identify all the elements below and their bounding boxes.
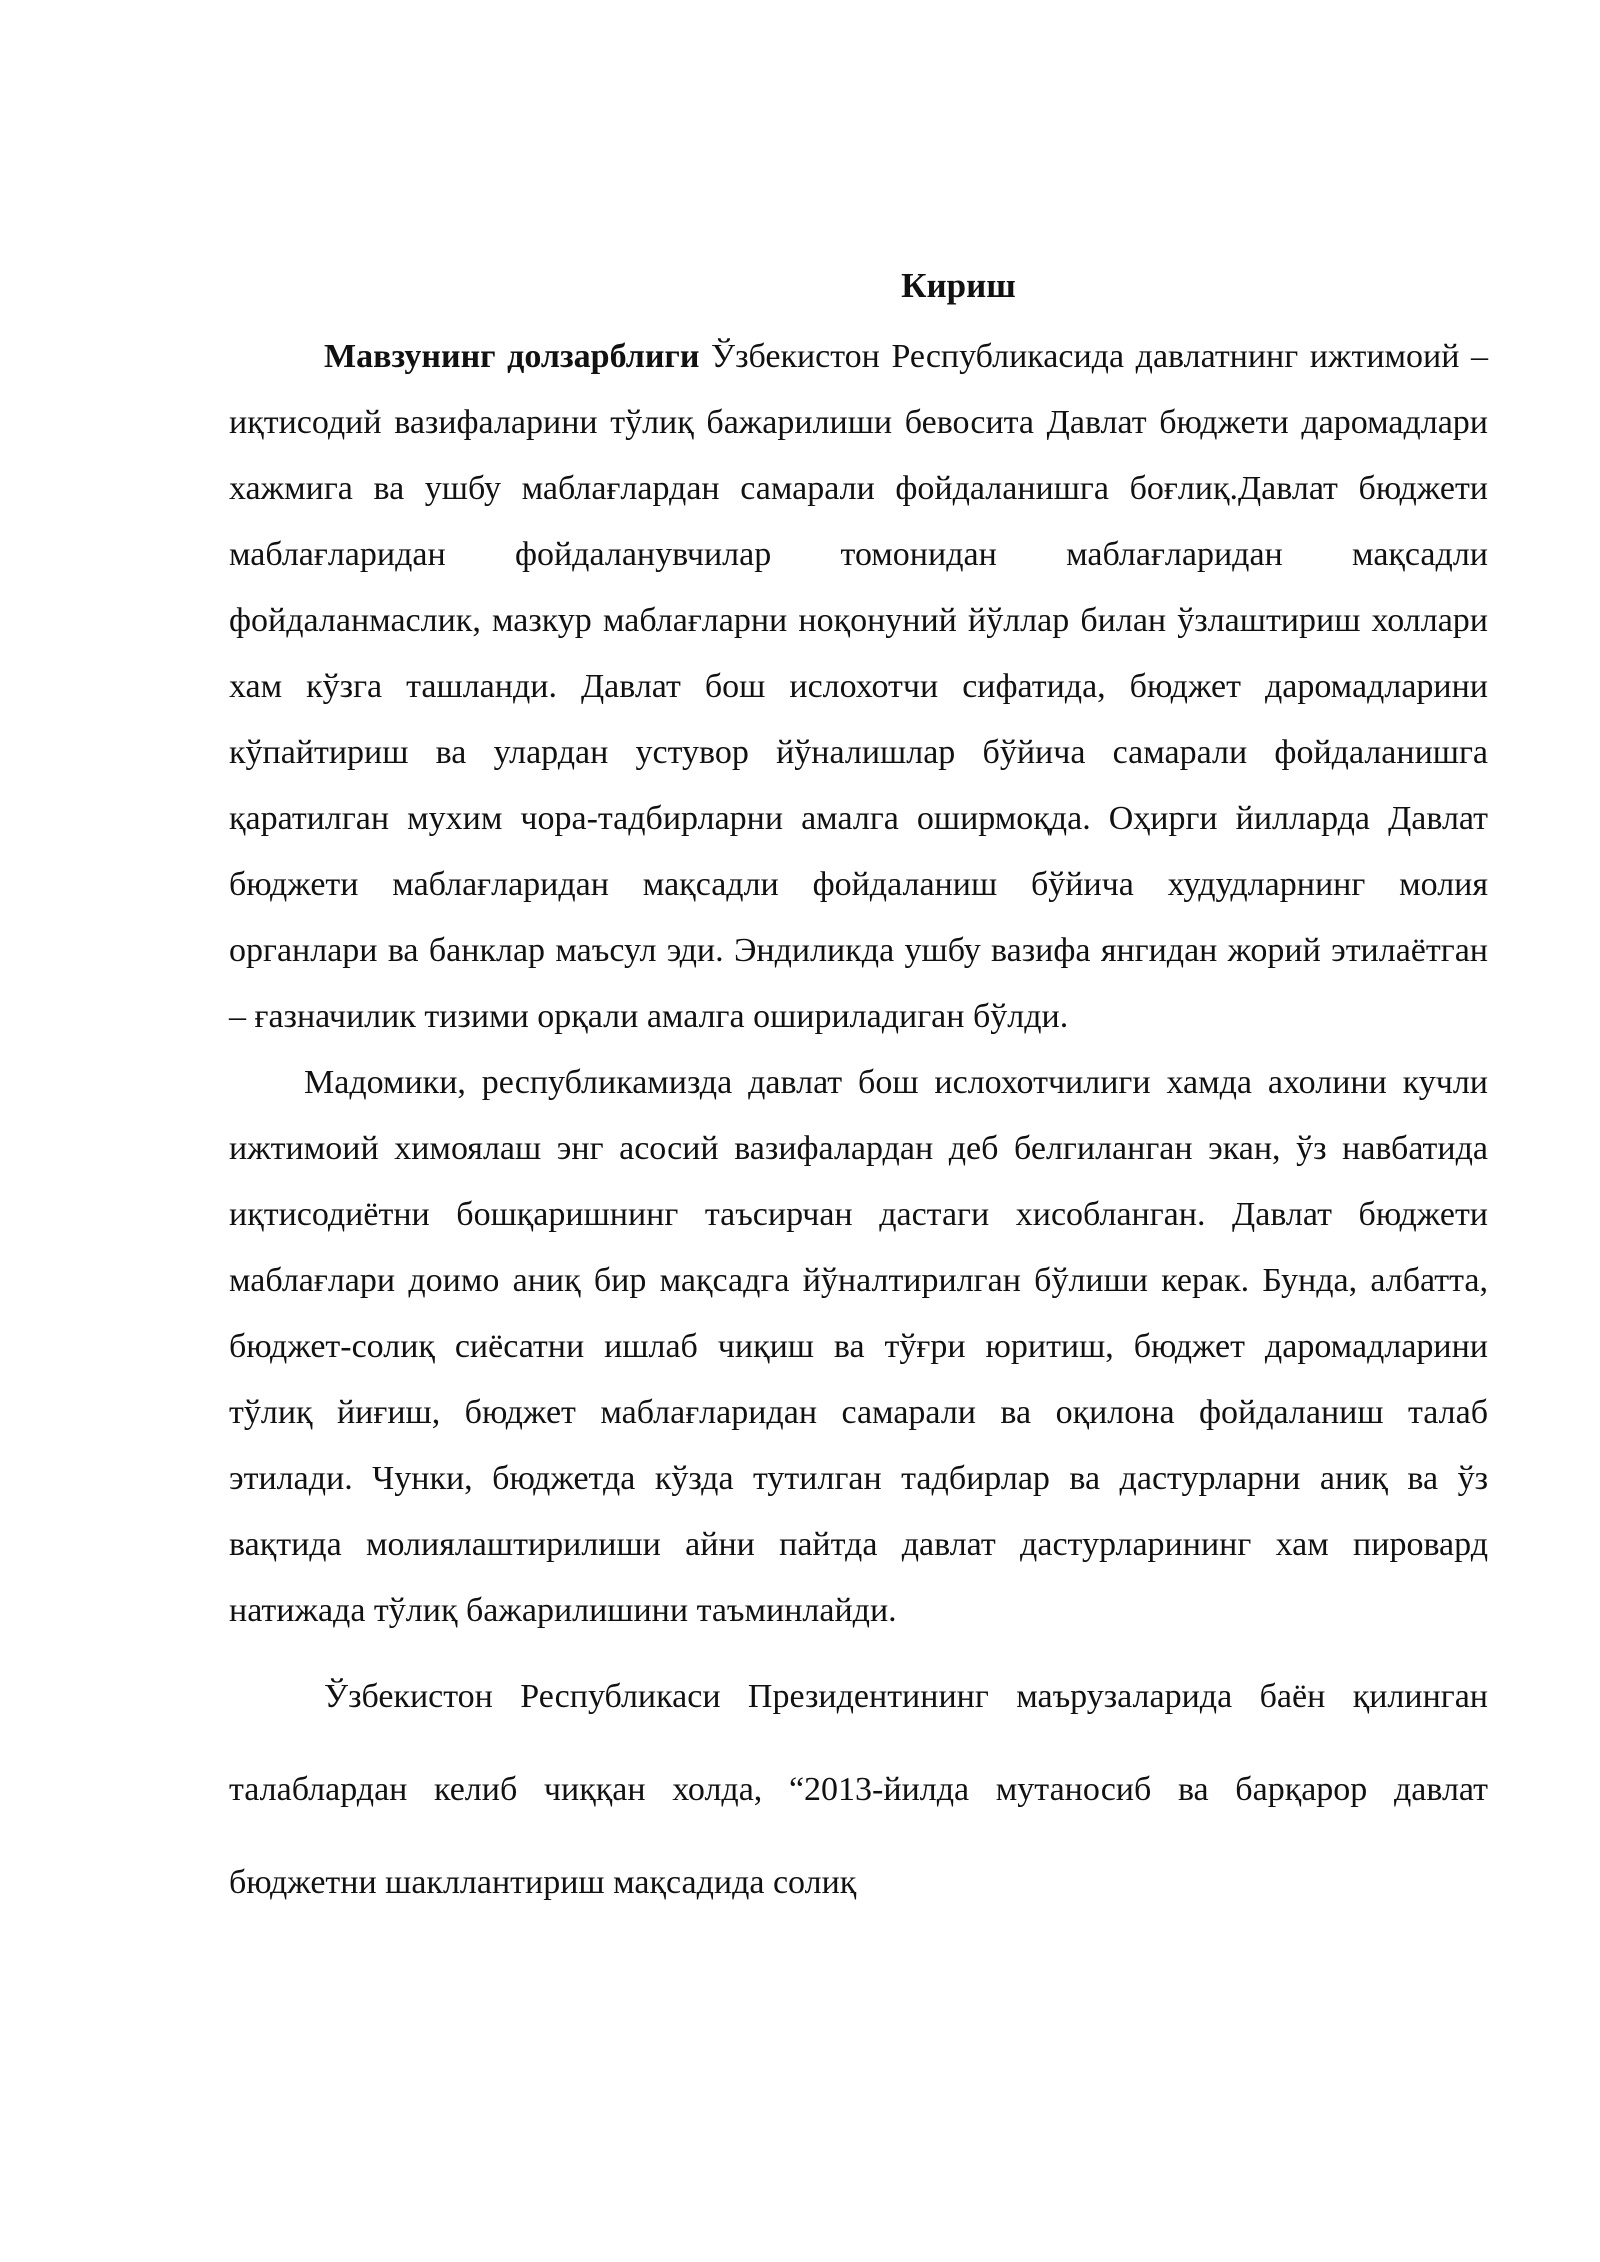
document-body [229, 256, 1488, 1929]
paragraph-president [229, 1650, 1488, 1929]
paragraph-reform [229, 1050, 1488, 1644]
paragraph-text: Ўзбекистон Республикаси Президентининг маърузаларида баён қилинган талаблардан келиб чиққан холда, “2013-йилда мутаносиб ва барқарор давлат бюджетни шакллантириш мақсадида солиқ [229, 1678, 1488, 1901]
paragraph-lead: Мавзунинг долзарблиги [324, 338, 700, 375]
paragraph-relevance [229, 324, 1488, 1050]
section-title: Кириш [901, 266, 1016, 305]
paragraph-text: Ўзбекистон Республикасида давлатнинг ижтимоий – иқтисодий вазифаларини тўлиқ бажарилиши бевосита Давлат бюджети даромадлари хажмига ва ушбу маблағлардан самарали фойдаланишга боғлиқ.Давлат бюджети маблағларидан фойдаланувчилар томонидан маблағларидан мақсадли фойдаланмаслик, мазкур маблағларни ноқонуний йўллар билан ўзлаштириш холлари хам кўзга ташланди. Давлат бош ислохотчи сифатида, бюджет даромадларини кўпайтириш ва улардан устувор йўналишлар бўйича самарали фойдаланишга қаратилган мухим чора-тадбирларни амалга оширмоқда. Оҳирги йилларда Давлат бюджети маблағларидан мақсадли фойдаланиш бўйича худудларнинг молия органлари ва банклар маъсул эди. Эндиликда ушбу вазифа янгидан жорий этилаётган – ғазначилик тизими орқали амалга ошириладиган бўлди. [229, 338, 1488, 1035]
paragraph-text: Мадомики, республикамизда давлат бош ислохотчилиги хамда ахолини кучли ижтимоий химоялаш энг асосий вазифалардан деб белгиланган экан, ўз навбатида иқтисодиётни бошқаришнинг таъсирчан дастаги хисобланган. Давлат бюджети маблағлари доимо аниқ бир мақсадга йўналтирилган бўлиши керак. Бунда, албатта, бюджет-солиқ сиёсатни ишлаб чиқиш ва тўғри юритиш, бюджет даромадларини тўлиқ йиғиш, бюджет маблағларидан самарали ва оқилона фойдаланиш талаб этилади. Чунки, бюджетда кўзда тутилган тадбирлар ва дастурларни аниқ ва ўз вақтида молиялаштирилиши айни пайтда давлат дастурларининг хам пировард натижада тўлиқ бажарилишини таъминлайди. [229, 1064, 1488, 1629]
